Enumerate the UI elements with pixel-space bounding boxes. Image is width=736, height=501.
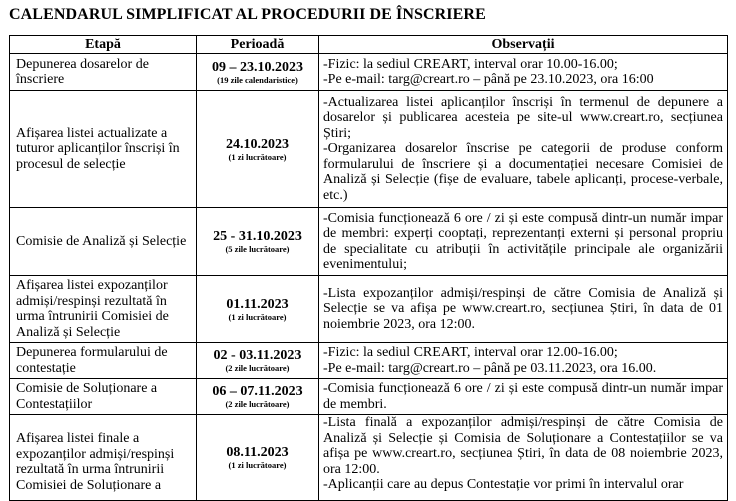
period-date: 25 - 31.10.2023 [213,229,302,244]
row-perioada [197,91,319,208]
row-perioada [197,379,319,415]
table-row [10,54,728,91]
period-note: (1 zi lucrătoare) [228,311,287,322]
row-perioada [197,343,319,379]
row-perioada [197,415,319,501]
table-row [10,208,728,276]
obs-line: -Pe e-mail: targ@creart.ro – până pe 03.11.2023, ora 16.00. [323,360,657,376]
table-header-row [10,36,728,54]
table-row [10,415,728,501]
period-note: (2 zile lucrătoare) [225,399,290,409]
row-observatii [319,208,728,276]
obs-line: -Aplicanții care au depus Contestație vor primi în intervalul orar [323,477,684,492]
header-perioada: Perioadă [197,36,319,54]
obs-line: -Fizic: la sediul CREART, interval orar 12.00-16.00; [323,345,618,360]
period-date: 02 - 03.11.2023 [213,348,302,363]
period-date: 06 – 07.11.2023 [212,384,303,399]
row-observatii [319,343,728,379]
header-etapa: Etapă [10,36,197,54]
period-note: (1 zi lucrătoare) [228,460,287,470]
obs-line: -Lista expozanților admiși/respinși de către Comisia de Analiză și Selecție se va afișa pe www.creart.ro, secțiunea Știri, în data de 01 noiembrie 2023, ora 12:00. [323,285,723,332]
table-row [10,91,728,208]
document-title: CALENDARUL SIMPLIFICAT AL PROCEDURII DE ÎNSCRIERE [9,6,486,23]
table-row [10,276,728,343]
header-observatii: Observații [319,36,728,54]
obs-line: -Lista finală a expozanților admiși/respinși de către Comisia de Analiză și Selecție și Comisia de Soluționare a Contestațiilor se va afișa pe www.creart.ro, secțiunea Știri, în data de 08 noiembrie 2023, ora 12:00. [323,415,723,477]
row-observatii [319,379,728,415]
period-note: (1 zi lucrătoare) [228,151,287,162]
row-perioada [197,208,319,276]
row-etapa: Depunerea dosarelor de înscriere [10,54,197,91]
period-date: 24.10.2023 [226,136,289,152]
table-row [10,379,728,415]
period-note: (19 zile calendaristice) [217,74,298,85]
row-etapa: Comisie de Analiză și Selecție [10,208,197,276]
row-etapa: Comisie de Soluționare a Contestațiilor [10,379,197,415]
row-etapa: Depunerea formularului de contestație [10,343,197,379]
obs-line: -Comisia funcționează 6 ore / zi și este compusă dintr-un număr impar de membri: experți cooptați, reprezentanți externi și personal propriu de specialitate cu atribuții în activitățile principale ale organizării evenimentului; [323,210,723,272]
row-etapa: Afișarea listei finale a expozanților admiși/respinși rezultată în urma întrunirii Comisiei de Soluționare a [10,415,197,501]
period-date: 01.11.2023 [226,296,289,312]
obs-line: -Organizarea dosarelor înscrise pe categorii de produse conform formularului de înscriere și a documentației necesare Comisiei de Analiză și Selecție (fișe de evaluare, tabele aplicanți, procese-verbale, etc.) [323,141,723,203]
row-etapa: Afișarea listei actualizate a tuturor aplicanților înscriși în procesul de selecție [10,91,197,208]
row-perioada [197,54,319,91]
obs-line: -Fizic: la sediul CREART, interval orar 10.00-16.00; [323,56,618,72]
period-note: (5 zile lucrătoare) [225,244,290,254]
row-etapa: Afișarea listei expozanților admiși/respinși rezultată în urma întrunirii Comisiei de Analiză și Selecție [10,276,197,343]
obs-line: -Comisia funcționează 6 ore / zi și este compusă dintr-un număr impar de membri. [323,381,723,412]
period-date: 08.11.2023 [226,445,289,460]
table-row [10,343,728,379]
schedule-table [9,35,728,501]
row-observatii [319,276,728,343]
row-observatii [319,91,728,208]
period-date: 09 – 23.10.2023 [212,59,303,75]
period-note: (2 zile lucrătoare) [225,363,290,373]
obs-line: -Pe e-mail: targ@creart.ro – până pe 23.10.2023, ora 16:00 [323,72,654,87]
obs-line: -Actualizarea listei aplicanților înscriși în termenul de depunere a dosarelor și publicarea acesteia pe site-ul www.creart.ro, secțiunea Știri; [323,94,723,141]
row-perioada [197,276,319,343]
row-observatii [319,415,728,501]
row-observatii [319,54,728,91]
